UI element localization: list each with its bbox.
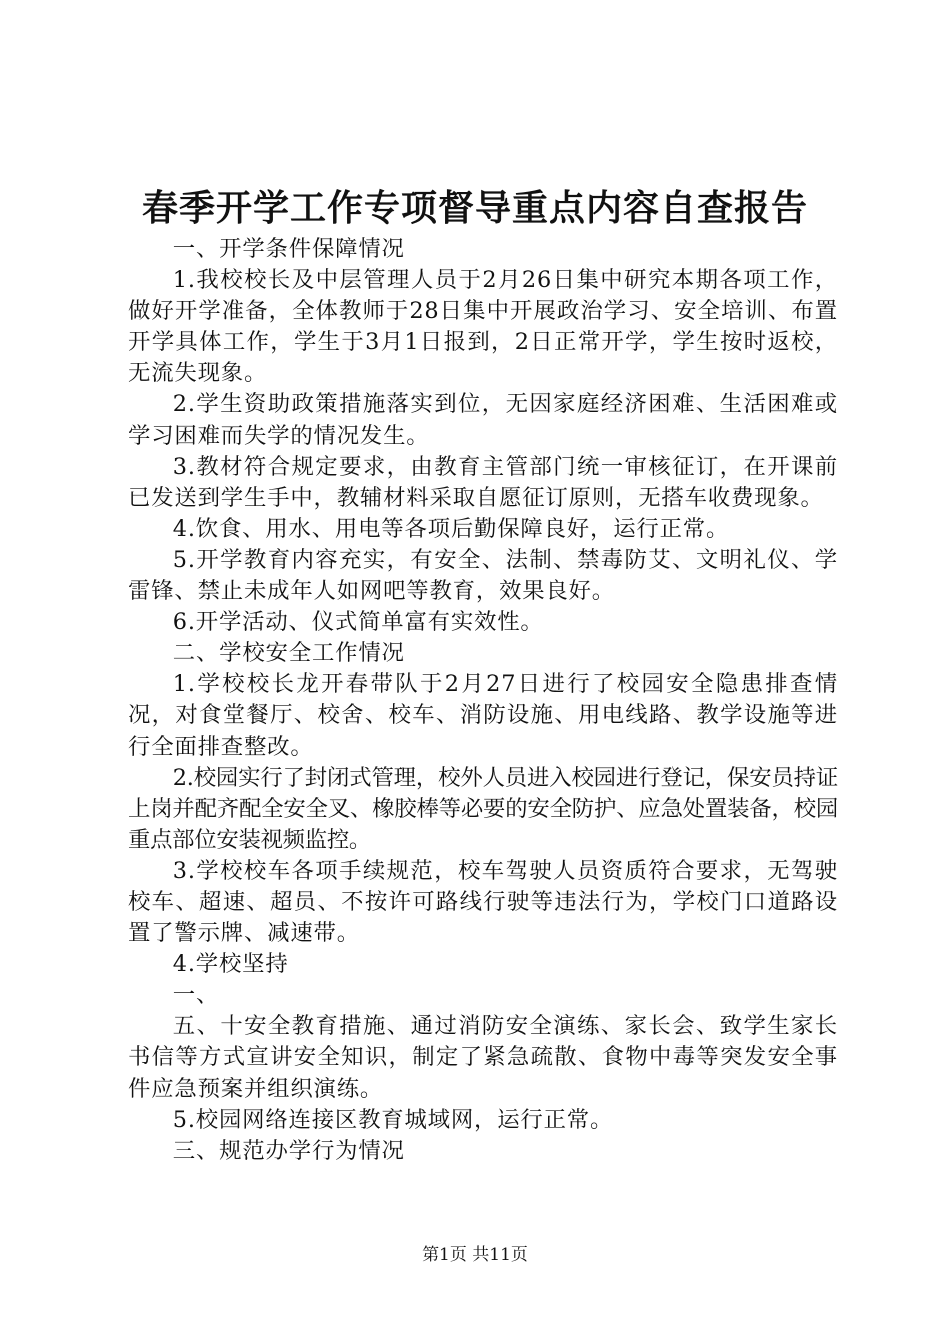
document-body [128, 234, 838, 1167]
paragraph: 5.开学教育内容充实，有安全、法制、禁毒防艾、文明礼仪、学雷锋、禁止未成年人如网吧等教育，效果良好。 [128, 546, 838, 605]
paragraph: 6.开学活动、仪式简单富有实效性。 [172, 609, 544, 636]
section-heading: 三、规范办学行为情况 [172, 1137, 405, 1164]
section-heading: 一、开学条件保障情况 [172, 236, 405, 262]
paragraph: 2.校园实行了封闭式管理，校外人员进入校园进行登记，保安员持证上岗并配齐配全安全叉、橡胶棒等必要的安全防护、应急处置装备，校园重点部位安装视频监控。 [128, 764, 838, 853]
paragraph: 4.学校坚持 [172, 951, 289, 978]
paragraph: 一、 [172, 982, 220, 1009]
paragraph: 4.饮食、用水、用电等各项后勤保障良好，运行正常。 [172, 515, 730, 542]
paragraph: 3.学校校车各项手续规范，校车驾驶人员资质符合要求，无驾驶校车、超速、超员、不按许可路线行驶等违法行为，学校门口道路设置了警示牌、减速带。 [128, 857, 838, 947]
paragraph: 1.学校校长龙开春带队于2月27日进行了校园安全隐患排查情况，对食堂餐厅、校舍、校车、消防设施、用电线路、教学设施等进行全面排查整改。 [128, 671, 838, 760]
paragraph: 五、十安全教育措施、通过消防安全演练、家长会、致学生家长书信等方式宣讲安全知识，制定了紧急疏散、食物中毒等突发安全事件应急预案并组织演练。 [128, 1013, 838, 1102]
section-heading: 二、学校安全工作情况 [172, 640, 405, 667]
page-number-footer: 第1页 共11页 [422, 1245, 528, 1265]
paragraph: 1.我校校长及中层管理人员于2月26日集中研究本期各项工作，做好开学准备，全体教师于28日集中开展政治学习、安全培训、布置开学具体工作，学生于3月1日报到，2日正常开学，学生按时返校，无流失现象。 [128, 267, 838, 387]
paragraph: 5.校园网络连接区教育城域网，运行正常。 [172, 1106, 614, 1133]
paragraph: 2.学生资助政策措施落实到位，无因家庭经济困难、生活困难或学习困难而失学的情况发生。 [128, 391, 838, 449]
document-title: 春季开学工作专项督导重点内容自查报告 [141, 187, 808, 229]
paragraph: 3.教材符合规定要求，由教育主管部门统一审核征订，在开课前已发送到学生手中，教辅材料采取自愿征订原则，无搭车收费现象。 [128, 453, 838, 511]
